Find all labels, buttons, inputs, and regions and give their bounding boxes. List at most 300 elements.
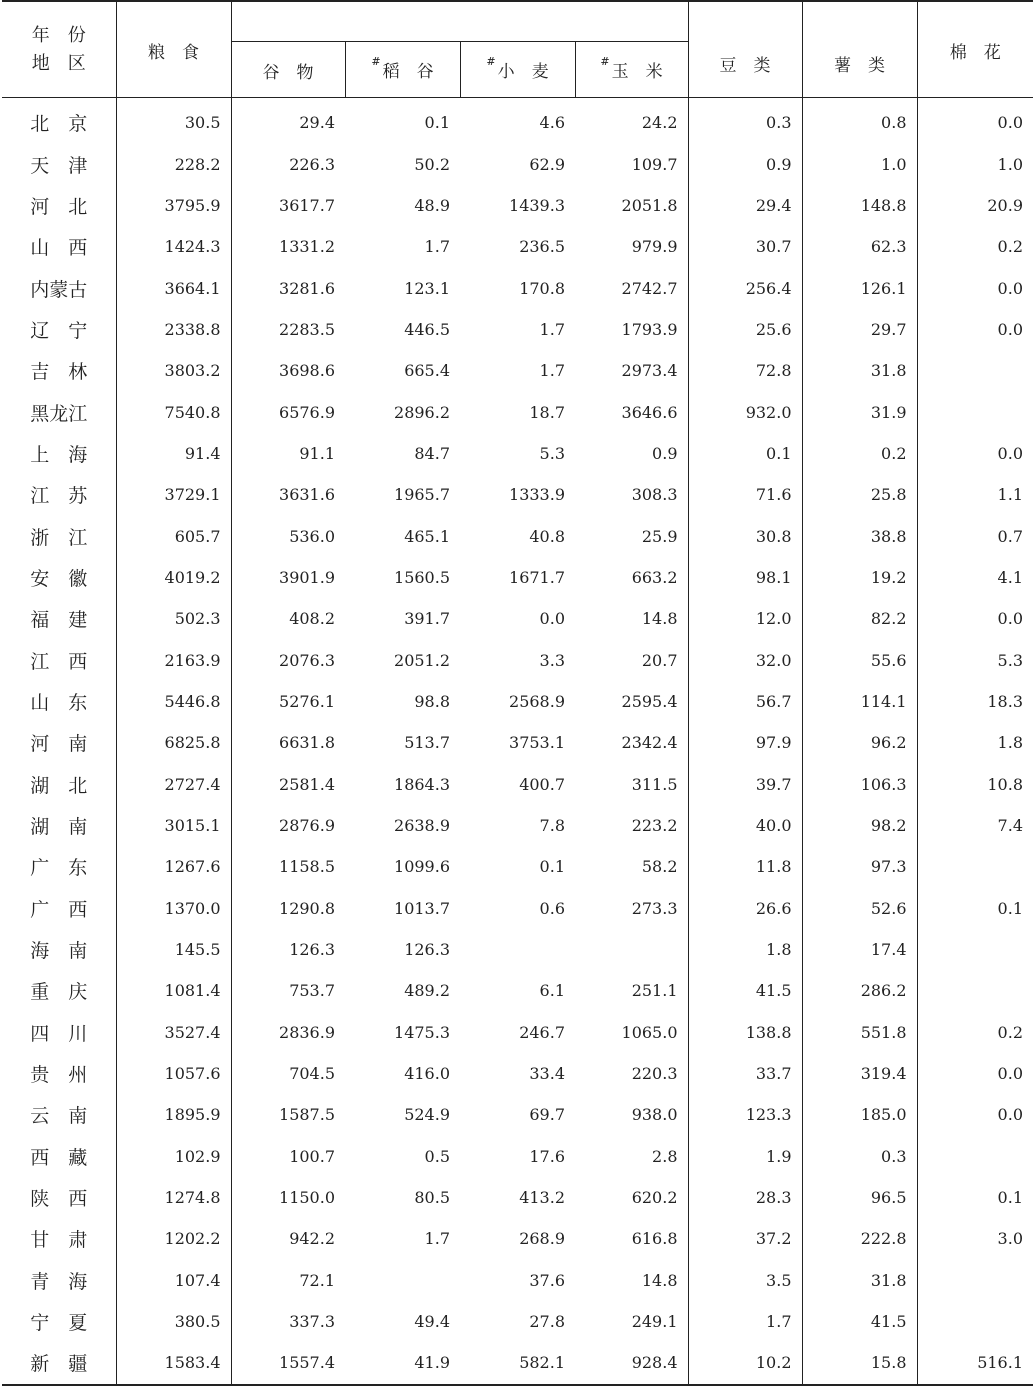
top-spacer: [231, 1, 688, 42]
rice-cell: 665.4: [404, 361, 450, 381]
cereal-cell: 6576.9: [279, 402, 335, 422]
corn-cell: 938.0: [575, 1094, 688, 1135]
cotton-cell: 1.0: [997, 154, 1023, 174]
table-row: [2, 98, 1033, 144]
table-row: [2, 267, 1033, 308]
rice-cell: 446.5: [404, 319, 450, 339]
tubers-cell: 31.8: [802, 350, 917, 391]
region-cell: 辽 宁: [2, 309, 116, 350]
cotton-cell: 0.0: [997, 278, 1023, 298]
beans-cell: 11.8: [688, 846, 802, 887]
region-cell: 黑龙江: [2, 391, 116, 432]
region-cell: 湖 南: [2, 805, 116, 846]
cereal-cell: 753.7: [289, 981, 335, 1001]
cereal-cell: 2876.9: [279, 816, 335, 836]
wheat-cell: 0.1: [539, 857, 565, 877]
rice-cell: 489.2: [404, 981, 450, 1001]
beans-cell: 932.0: [688, 391, 802, 432]
wheat-cell: 7.8: [539, 816, 565, 836]
corn-cell: 2342.4: [575, 722, 688, 763]
grain-cell: 1583.4: [116, 1342, 231, 1384]
corn-cell: 308.3: [575, 474, 688, 515]
cotton-cell: 0.0: [997, 443, 1023, 463]
corn-cell: 311.5: [575, 764, 688, 805]
tubers-cell: 19.2: [802, 557, 917, 598]
tubers-cell: 82.2: [802, 598, 917, 639]
col-beans-header: 豆 类: [688, 1, 802, 98]
region-cell: 重 庆: [2, 970, 116, 1011]
col-grain-header: 粮 食: [116, 1, 231, 98]
beans-cell: 30.8: [688, 515, 802, 556]
table-row: [2, 515, 1033, 556]
table-row: [2, 805, 1033, 846]
footnote-mark: #: [371, 55, 381, 69]
corn-cell: [575, 929, 688, 970]
cotton-cell: 0.0: [997, 1105, 1023, 1125]
tubers-cell: 41.5: [802, 1301, 917, 1342]
sub-wheat-header-label: 小 麦: [497, 62, 549, 83]
table-row: [2, 1218, 1033, 1259]
cotton-cell: 516.1: [917, 1342, 1033, 1384]
table-row: [2, 391, 1033, 432]
wheat-cell: 246.7: [519, 1022, 565, 1042]
corn-cell: 58.2: [575, 846, 688, 887]
cotton-cell: [917, 391, 1033, 432]
corn-cell: 249.1: [575, 1301, 688, 1342]
grain-cell: 605.7: [116, 515, 231, 556]
beans-cell: 26.6: [688, 888, 802, 929]
grain-cell: 1895.9: [116, 1094, 231, 1135]
beans-cell: 0.9: [688, 143, 802, 184]
beans-cell: 28.3: [688, 1177, 802, 1218]
cereal-cell: 1158.5: [279, 857, 335, 877]
cotton-cell: [917, 350, 1033, 391]
cereal-cell: 91.1: [299, 443, 335, 463]
rice-cell: 1099.6: [394, 857, 450, 877]
table-row: [2, 1260, 1033, 1301]
table-row: [2, 309, 1033, 350]
corn-cell: 2.8: [575, 1136, 688, 1177]
grain-cell: 102.9: [116, 1136, 231, 1177]
corn-cell: 24.2: [575, 98, 688, 144]
corn-cell: 14.8: [575, 598, 688, 639]
region-cell: 河 南: [2, 722, 116, 763]
beans-cell: 1.7: [688, 1301, 802, 1342]
tubers-cell: 31.9: [802, 391, 917, 432]
region-cell: 宁 夏: [2, 1301, 116, 1342]
tubers-cell: 29.7: [802, 309, 917, 350]
tubers-cell: 25.8: [802, 474, 917, 515]
tubers-cell: 1.0: [802, 143, 917, 184]
grain-cell: 380.5: [116, 1301, 231, 1342]
tubers-cell: 15.8: [802, 1342, 917, 1384]
beans-cell: 30.7: [688, 226, 802, 267]
grain-cell: 2163.9: [116, 639, 231, 680]
cotton-cell: 0.1: [997, 898, 1023, 918]
corn-cell: 109.7: [575, 143, 688, 184]
cereal-cell: 6631.8: [279, 733, 335, 753]
region-cell: 西 藏: [2, 1136, 116, 1177]
rice-cell: 391.7: [404, 609, 450, 629]
cotton-cell: 7.4: [997, 816, 1023, 836]
cotton-cell: 0.0: [997, 609, 1023, 629]
beans-cell: 12.0: [688, 598, 802, 639]
table-row: [2, 557, 1033, 598]
tubers-cell: 0.3: [802, 1136, 917, 1177]
corn-cell: 20.7: [575, 639, 688, 680]
table-row: [2, 929, 1033, 970]
beans-cell: 3.5: [688, 1260, 802, 1301]
tubers-cell: 97.3: [802, 846, 917, 887]
corn-cell: 273.3: [575, 888, 688, 929]
tubers-cell: 96.2: [802, 722, 917, 763]
region-cell: 广 西: [2, 888, 116, 929]
rice-cell: 416.0: [404, 1064, 450, 1084]
beans-cell: 256.4: [688, 267, 802, 308]
region-cell: 陕 西: [2, 1177, 116, 1218]
cereal-cell: 3281.6: [279, 278, 335, 298]
table-body: [2, 98, 1033, 1385]
region-cell: 新 疆: [2, 1342, 116, 1384]
table-row: [2, 1301, 1033, 1342]
cereal-cell: 5276.1: [279, 691, 335, 711]
rice-cell: 48.9: [414, 195, 450, 215]
rice-cell: 123.1: [404, 278, 450, 298]
tubers-cell: 17.4: [802, 929, 917, 970]
grain-cell: 502.3: [116, 598, 231, 639]
tubers-cell: 148.8: [802, 185, 917, 226]
wheat-cell: 400.7: [519, 774, 565, 794]
tubers-cell: 38.8: [802, 515, 917, 556]
tubers-cell: 222.8: [802, 1218, 917, 1259]
cotton-cell: 0.0: [997, 113, 1023, 133]
rice-cell: 1475.3: [394, 1022, 450, 1042]
grain-cell: 1274.8: [116, 1177, 231, 1218]
cereal-cell: 3698.6: [279, 361, 335, 381]
corn-cell: 2051.8: [575, 185, 688, 226]
rice-cell: 84.7: [414, 443, 450, 463]
beans-cell: 39.7: [688, 764, 802, 805]
cereal-cell: 3617.7: [279, 195, 335, 215]
col-tubers-header: 薯 类: [802, 1, 917, 98]
grain-cell: 1081.4: [116, 970, 231, 1011]
tubers-cell: 551.8: [802, 1012, 917, 1053]
cereal-cell: 1150.0: [279, 1188, 335, 1208]
cotton-cell: 0.0: [997, 319, 1023, 339]
corn-cell: 620.2: [575, 1177, 688, 1218]
grain-cell: 3527.4: [116, 1012, 231, 1053]
beans-cell: 56.7: [688, 681, 802, 722]
region-cell: 海 南: [2, 929, 116, 970]
grain-cell: 2727.4: [116, 764, 231, 805]
wheat-cell: 413.2: [519, 1188, 565, 1208]
cotton-cell: 10.8: [987, 774, 1023, 794]
beans-cell: 72.8: [688, 350, 802, 391]
cotton-cell: 0.2: [997, 237, 1023, 257]
cereal-cell: 1290.8: [279, 898, 335, 918]
region-cell: 河 北: [2, 185, 116, 226]
table-header: [2, 1, 1033, 98]
corn-cell: 220.3: [575, 1053, 688, 1094]
corn-cell: 3646.6: [575, 391, 688, 432]
tubers-cell: 62.3: [802, 226, 917, 267]
tubers-cell: 96.5: [802, 1177, 917, 1218]
grain-cell: 1057.6: [116, 1053, 231, 1094]
region-cell: 四 川: [2, 1012, 116, 1053]
cereal-cell: 3631.6: [279, 485, 335, 505]
cereal-cell: 2836.9: [279, 1022, 335, 1042]
beans-cell: 32.0: [688, 639, 802, 680]
cotton-cell: 20.9: [987, 195, 1023, 215]
region-cell: 吉 林: [2, 350, 116, 391]
wheat-cell: 1.7: [539, 361, 565, 381]
wheat-cell: 170.8: [519, 278, 565, 298]
wheat-cell: 236.5: [519, 237, 565, 257]
rice-cell: 513.7: [404, 733, 450, 753]
wheat-cell: 18.7: [529, 402, 565, 422]
region-cell: 甘 肃: [2, 1218, 116, 1259]
corner-header: [2, 1, 116, 98]
rice-cell: 41.9: [345, 1342, 460, 1384]
tubers-cell: 286.2: [802, 970, 917, 1011]
beans-cell: 0.3: [688, 98, 802, 144]
cereal-cell: 100.7: [289, 1146, 335, 1166]
wheat-cell: 0.0: [539, 609, 565, 629]
wheat-cell: 62.9: [529, 154, 565, 174]
table-row: [2, 681, 1033, 722]
tubers-cell: 126.1: [802, 267, 917, 308]
col-cereal-header: 谷 物: [231, 42, 345, 98]
region-cell: 内蒙古: [2, 267, 116, 308]
wheat-cell: 37.6: [529, 1270, 565, 1290]
rice-cell: 1.7: [424, 237, 450, 257]
rice-cell: 2638.9: [394, 816, 450, 836]
wheat-cell: 5.3: [539, 443, 565, 463]
region-label: 地 区: [31, 52, 86, 74]
region-cell: 江 苏: [2, 474, 116, 515]
cotton-cell: [917, 1136, 1033, 1177]
wheat-cell: 40.8: [529, 526, 565, 546]
table-row: [2, 1094, 1033, 1135]
grain-cell: 1424.3: [116, 226, 231, 267]
cereal-cell: 72.1: [299, 1270, 335, 1290]
grain-cell: 1202.2: [116, 1218, 231, 1259]
wheat-cell: 33.4: [529, 1064, 565, 1084]
table-row: [2, 888, 1033, 929]
grain-cell: 3015.1: [116, 805, 231, 846]
region-cell: 云 南: [2, 1094, 116, 1135]
grain-cell: 7540.8: [116, 391, 231, 432]
corn-cell: 1793.9: [575, 309, 688, 350]
sub-wheat-header: [460, 42, 575, 98]
cotton-cell: [917, 970, 1033, 1011]
year-label: 年 份: [31, 24, 86, 46]
cereal-cell: 3901.9: [279, 567, 335, 587]
corn-cell: 928.4: [575, 1342, 688, 1384]
cereal-cell: 942.2: [289, 1229, 335, 1249]
table-row: [2, 433, 1033, 474]
region-cell: 天 津: [2, 143, 116, 184]
grain-cell: 91.4: [116, 433, 231, 474]
rice-cell: 1.7: [424, 1229, 450, 1249]
cereal-cell: 536.0: [289, 526, 335, 546]
tubers-cell: 185.0: [802, 1094, 917, 1135]
grain-cell: 107.4: [116, 1260, 231, 1301]
grain-cell: 6825.8: [116, 722, 231, 763]
cotton-cell: 3.0: [997, 1229, 1023, 1249]
beans-cell: 71.6: [688, 474, 802, 515]
table-row: [2, 764, 1033, 805]
beans-cell: 98.1: [688, 557, 802, 598]
table-row: [2, 598, 1033, 639]
wheat-cell: 1671.7: [509, 567, 565, 587]
tubers-cell: 98.2: [802, 805, 917, 846]
tubers-cell: 106.3: [802, 764, 917, 805]
corn-cell: 251.1: [575, 970, 688, 1011]
region-cell: 广 东: [2, 846, 116, 887]
rice-cell: 2051.2: [394, 650, 450, 670]
wheat-cell: 3753.1: [509, 733, 565, 753]
cotton-cell: 1.1: [997, 485, 1023, 505]
corn-cell: 1065.0: [575, 1012, 688, 1053]
corn-cell: 2595.4: [575, 681, 688, 722]
cotton-cell: 1.8: [997, 733, 1023, 753]
table-row: [2, 1053, 1033, 1094]
wheat-cell: 1439.3: [509, 195, 565, 215]
cotton-cell: 4.1: [997, 567, 1023, 587]
beans-cell: 97.9: [688, 722, 802, 763]
cotton-cell: 5.3: [997, 650, 1023, 670]
grain-cell: 3664.1: [116, 267, 231, 308]
grain-cell: 2338.8: [116, 309, 231, 350]
region-cell: 安 徽: [2, 557, 116, 598]
sub-corn-header-label: 玉 米: [611, 62, 663, 83]
region-cell: 北 京: [2, 98, 116, 144]
region-cell: 湖 北: [2, 764, 116, 805]
region-cell: 福 建: [2, 598, 116, 639]
grain-cell: 5446.8: [116, 681, 231, 722]
table-row: [2, 722, 1033, 763]
grain-cell: 3729.1: [116, 474, 231, 515]
cereal-cell: 2581.4: [279, 774, 335, 794]
grain-cell: 228.2: [116, 143, 231, 184]
table-row: [2, 1012, 1033, 1053]
beans-cell: 10.2: [688, 1342, 802, 1384]
tubers-cell: 0.8: [802, 98, 917, 144]
corn-cell: 2742.7: [575, 267, 688, 308]
grain-production-table: [2, 0, 1033, 1386]
footnote-mark: #: [600, 55, 610, 69]
beans-cell: 1.9: [688, 1136, 802, 1177]
table-row: [2, 1177, 1033, 1218]
corn-cell: 663.2: [575, 557, 688, 598]
corn-cell: 0.9: [575, 433, 688, 474]
table-row: [2, 639, 1033, 680]
footnote-mark: #: [486, 55, 496, 69]
grain-cell: 3795.9: [116, 185, 231, 226]
rice-cell: 1013.7: [394, 898, 450, 918]
wheat-cell: 582.1: [460, 1342, 575, 1384]
cotton-cell: 18.3: [987, 691, 1023, 711]
cereal-cell: 2283.5: [279, 319, 335, 339]
cereal-cell: 337.3: [289, 1312, 335, 1332]
wheat-cell: 268.9: [519, 1229, 565, 1249]
wheat-cell: 6.1: [539, 981, 565, 1001]
sub-rice-header-label: 稻 谷: [382, 62, 434, 83]
wheat-cell: 1333.9: [509, 485, 565, 505]
grain-cell: 30.5: [116, 98, 231, 144]
cereal-cell: 2076.3: [279, 650, 335, 670]
cotton-cell: 0.1: [997, 1188, 1023, 1208]
beans-cell: 41.5: [688, 970, 802, 1011]
tubers-cell: 114.1: [802, 681, 917, 722]
rice-cell: 524.9: [404, 1105, 450, 1125]
region-cell: 山 东: [2, 681, 116, 722]
cereal-cell: 1331.2: [279, 237, 335, 257]
wheat-cell: [460, 929, 575, 970]
corn-cell: 979.9: [575, 226, 688, 267]
cereal-cell: 1587.5: [279, 1105, 335, 1125]
sub-corn-header: [575, 42, 688, 98]
rice-cell: 50.2: [414, 154, 450, 174]
corn-cell: 2973.4: [575, 350, 688, 391]
cotton-cell: 0.0: [997, 1064, 1023, 1084]
corn-cell: 223.2: [575, 805, 688, 846]
beans-cell: 29.4: [688, 185, 802, 226]
cotton-cell: [917, 846, 1033, 887]
cotton-cell: [917, 1301, 1033, 1342]
beans-cell: 123.3: [688, 1094, 802, 1135]
cereal-cell: 704.5: [289, 1064, 335, 1084]
cotton-cell: [917, 1260, 1033, 1301]
tubers-cell: 52.6: [802, 888, 917, 929]
rice-cell: [345, 1260, 460, 1301]
grain-cell: 1267.6: [116, 846, 231, 887]
rice-cell: 1965.7: [394, 485, 450, 505]
rice-cell: 80.5: [414, 1188, 450, 1208]
beans-cell: 40.0: [688, 805, 802, 846]
table-row: [2, 846, 1033, 887]
table-row: [2, 185, 1033, 226]
wheat-cell: 69.7: [529, 1105, 565, 1125]
sub-rice-header: [345, 42, 460, 98]
tubers-cell: 31.8: [802, 1260, 917, 1301]
rice-cell: 1560.5: [394, 567, 450, 587]
beans-cell: 1.8: [688, 929, 802, 970]
region-cell: 浙 江: [2, 515, 116, 556]
wheat-cell: 3.3: [539, 650, 565, 670]
wheat-cell: 0.6: [539, 898, 565, 918]
region-cell: 贵 州: [2, 1053, 116, 1094]
cereal-cell: 29.4: [299, 113, 335, 133]
col-cotton-header: 棉 花: [917, 1, 1033, 98]
grain-cell: 145.5: [116, 929, 231, 970]
rice-cell: 126.3: [404, 940, 450, 960]
wheat-cell: 2568.9: [509, 691, 565, 711]
cotton-cell: 0.2: [997, 1022, 1023, 1042]
wheat-cell: 27.8: [529, 1312, 565, 1332]
table-row: [2, 474, 1033, 515]
region-cell: 山 西: [2, 226, 116, 267]
cereal-cell: 126.3: [289, 940, 335, 960]
grain-cell: 1370.0: [116, 888, 231, 929]
table-row: [2, 143, 1033, 184]
table-row: [2, 350, 1033, 391]
corn-cell: 25.9: [575, 515, 688, 556]
region-cell: 江 西: [2, 639, 116, 680]
cotton-cell: [917, 929, 1033, 970]
cereal-cell: 1557.4: [231, 1342, 345, 1384]
